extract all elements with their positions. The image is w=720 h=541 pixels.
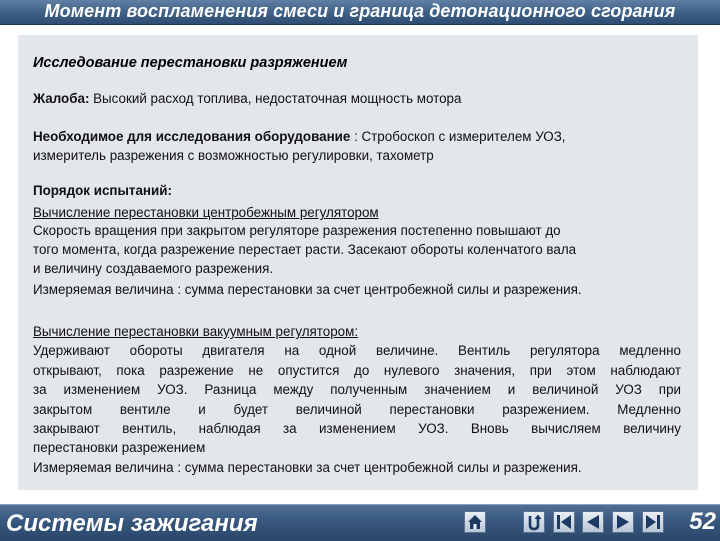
centrifugal-line-3: и величину создаваемого разрежения. xyxy=(33,261,274,276)
procedure-label: Порядок испытаний: xyxy=(33,183,172,198)
next-button[interactable] xyxy=(612,511,634,533)
vacuum-line-2: открывают, пока разрежение не опустится до нулевого значения, при этом наблюдают xyxy=(33,363,681,378)
vacuum-line-3: за изменением УОЗ. Разница между полученным значением и величиной УОЗ при xyxy=(33,382,681,397)
return-icon xyxy=(524,512,544,532)
vacuum-line-6: перестановки разрежением xyxy=(33,440,206,455)
page-number: 52 xyxy=(689,508,716,535)
return-button[interactable] xyxy=(523,511,545,533)
next-icon xyxy=(613,512,633,532)
equipment-label: Необходимое для исследования оборудование xyxy=(33,129,351,144)
last-page-icon xyxy=(643,512,663,532)
centrifugal-result: Измеряемая величина : сумма перестановки за счет центробежной силы и разрежения. xyxy=(33,282,582,297)
home-button[interactable] xyxy=(464,511,486,533)
vacuum-result: Измеряемая величина : сумма перестановки за счет центробежной силы и разрежения. xyxy=(33,460,582,475)
header-bar xyxy=(0,0,720,25)
equipment-text-1: : Стробоскоп с измерителем УОЗ, xyxy=(350,129,566,144)
complaint-line xyxy=(33,89,461,108)
centrifugal-line-2: того момента, когда разрежение перестает расти. Засекают обороты коленчатого вала xyxy=(33,242,577,257)
equipment-line-2: измеритель разрежения с возможностью регулировки, тахометр xyxy=(33,148,434,163)
first-page-icon xyxy=(554,512,574,532)
centrifugal-line-1: Скорость вращения при закрытом регуляторе разрежения постепенно повышают до xyxy=(33,223,561,238)
section-title: Исследование перестановки разряжением xyxy=(33,55,348,71)
complaint-text: Высокий расход топлива, недостаточная мощность мотора xyxy=(89,91,462,106)
footer-title: Системы зажигания xyxy=(6,510,258,537)
first-page-button[interactable] xyxy=(553,511,575,533)
home-icon xyxy=(465,512,485,532)
vacuum-line-4: закрытом вентиле и будет величиной перестановки разрежением. Медленно xyxy=(33,402,681,417)
vacuum-line-5: закрывают вентиль, наблюдая за изменением УОЗ. Вновь вычисляем величину xyxy=(33,421,681,436)
vacuum-line-1: Удерживают обороты двигателя на одной величине. Вентиль регулятора медленно xyxy=(33,343,681,358)
previous-icon xyxy=(583,512,603,532)
complaint-label: Жалоба: xyxy=(33,91,90,106)
vacuum-heading: Вычисление перестановки вакуумным регулятором: xyxy=(33,324,359,339)
centrifugal-heading: Вычисление перестановки центробежным регулятором xyxy=(33,205,379,220)
equipment-line-1 xyxy=(33,127,566,146)
slide-title: Момент воспламенения смеси и граница детонационного сгорания xyxy=(44,1,676,21)
previous-button[interactable] xyxy=(582,511,604,533)
last-page-button[interactable] xyxy=(642,511,664,533)
